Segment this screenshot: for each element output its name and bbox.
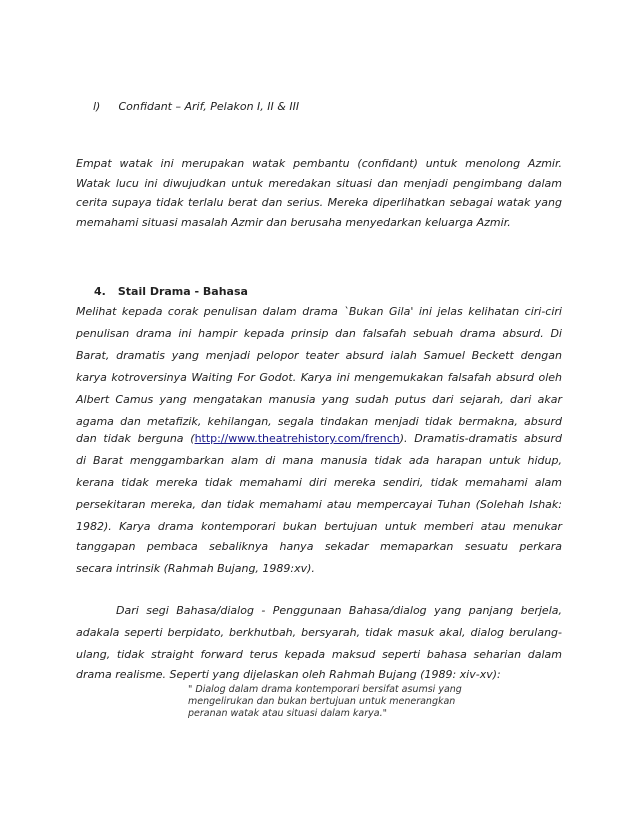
quote-line: peranan watak atau situasi dalam karya."	[188, 708, 387, 719]
paragraph-line: penulisan drama ini hampir kepada prinsip dan falsafah sebuah drama absurd. Di	[76, 327, 562, 340]
text-before-link: dan tidak berguna (	[76, 432, 195, 445]
paragraph-line: karya kotroversinya Waiting For Godot. Karya ini mengemukakan falsafah absurd oleh	[76, 371, 562, 384]
paragraph-line: 1982). Karya drama kontemporari bukan bertujuan untuk memberi atau menukar	[76, 520, 562, 533]
quote-line: mengelirukan dan bukan bertujuan untuk menerangkan	[188, 696, 456, 707]
theatre-history-link[interactable]: http://www.theatrehistory.com/french	[194, 432, 400, 445]
section-number: 4.	[94, 285, 106, 298]
paragraph-line: agama dan metafizik, kehilangan, segala tindakan menjadi tidak bermakna, absurd	[76, 415, 562, 428]
list-item-text: Confidant – Arif, Pelakon I, II & III	[118, 100, 300, 113]
paragraph-line: Albert Camus yang mengatakan manusia yang sudah putus dari sejarah, dari akar	[76, 393, 562, 406]
paragraph-line: drama realisme. Seperti yang dijelaskan oleh Rahmah Bujang (1989: xiv-xv):	[76, 668, 501, 681]
paragraph-line: cerita supaya tidak terlalu berat dan serius. Mereka diperlihatkan sebagai watak yang	[76, 196, 562, 209]
paragraph-line: di Barat menggambarkan alam di mana manusia tidak ada harapan untuk hidup,	[76, 454, 562, 467]
paragraph-line: secara intrinsik (Rahmah Bujang, 1989:xv).	[76, 562, 315, 575]
block-quote	[188, 684, 478, 720]
paragraph-line: Barat, dramatis yang menjadi pelopor teater absurd ialah Samuel Beckett dengan	[76, 349, 562, 362]
paragraph-line: Dari segi Bahasa/dialog - Penggunaan Bahasa/dialog yang panjang berjela,	[116, 604, 562, 617]
paragraph-line: ulang, tidak straight forward terus kepada maksud seperti bahasa seharian dalam	[76, 648, 562, 661]
paragraph-line: persekitaran mereka, dan tidak memahami atau mempercayai Tuhan (Solehah Ishak:	[76, 498, 562, 511]
paragraph-line: tanggapan pembaca sebaliknya hanya sekadar memaparkan sesuatu perkara	[76, 540, 562, 553]
paragraph-line-with-link	[76, 432, 562, 446]
paragraph-line: kerana tidak mereka tidak memahami diri mereka sendiri, tidak memahami alam	[76, 476, 562, 489]
paragraph-line: Watak lucu ini diwujudkan untuk meredakan situasi dan menjadi pengimbang dalam	[76, 176, 562, 190]
text-after-link: ). Dramatis-dramatis absurd	[399, 432, 562, 445]
paragraph-line: Melihat kepada corak penulisan dalam drama `Bukan Gila' ini jelas kelihatan ciri-ciri	[76, 305, 562, 318]
paragraph-confidant	[76, 154, 562, 232]
list-item-number: l)	[93, 100, 101, 113]
section-heading	[94, 285, 248, 298]
paragraph-line: memahami situasi masalah Azmir dan berusaha menyedarkan keluarga Azmir.	[76, 215, 511, 229]
quote-line: " Dialog dalam drama kontemporari bersifat asumsi yang	[188, 684, 462, 695]
paragraph-line: adakala seperti berpidato, berkhutbah, bersyarah, tidak masuk akal, dialog berulang-	[76, 626, 562, 639]
list-item-confidant	[93, 100, 299, 113]
section-title: Stail Drama - Bahasa	[117, 285, 248, 298]
paragraph-line: Empat watak ini merupakan watak pembantu (confidant) untuk menolong Azmir.	[76, 157, 562, 170]
